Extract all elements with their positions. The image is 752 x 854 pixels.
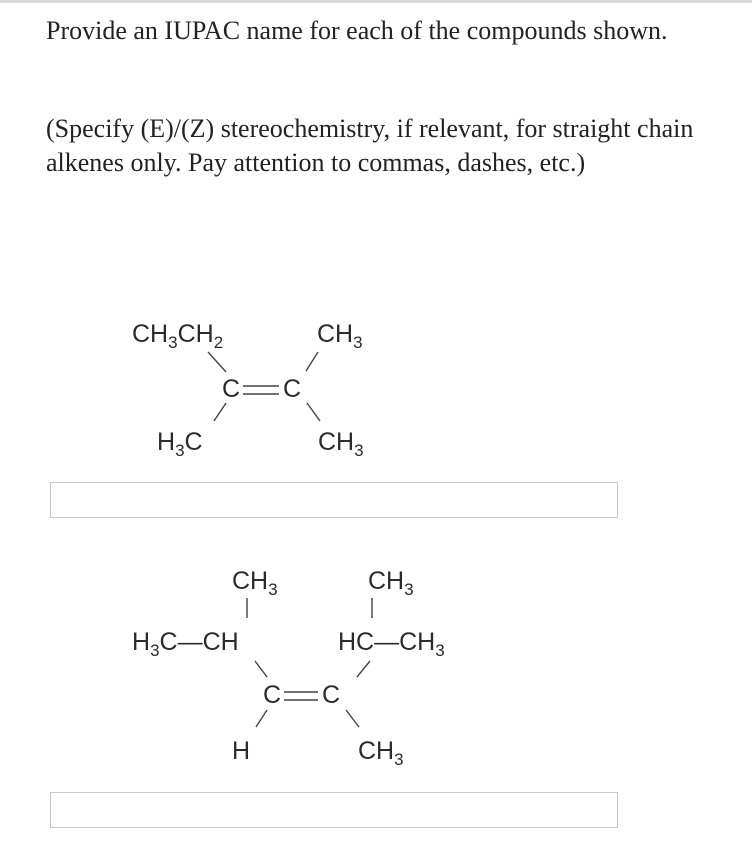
compound-1-top-left-group: $CH_3CH_2$ (132, 320, 224, 352)
compound-2-bottom-right-group: $CH_3$ (358, 737, 404, 769)
compound-1-bottom-left-group: $H_3C$ (157, 428, 203, 460)
compound-2-right-carbon: C (322, 681, 341, 709)
compound-1-left-carbon: C (222, 375, 241, 403)
compound-2-bond-lower-right (346, 710, 359, 727)
compound-1-bond-lower-left (214, 403, 226, 421)
compound-2-left-branch-methyl: $CH_3$ (232, 567, 278, 599)
compound-2-bond-upper-left (255, 661, 267, 677)
compound-2-bottom-left-group: H (232, 737, 251, 765)
compound-1-right-carbon: C (283, 375, 302, 403)
compound-1-bond-upper-right (306, 352, 318, 371)
compound-2-left-carbon: C (263, 681, 282, 709)
question-instruction: Provide an IUPAC name for each of the compounds shown. (46, 16, 668, 45)
compound-2-svg (0, 555, 752, 785)
compound-1-structure (0, 300, 752, 475)
compound-1-bond-lower-right (307, 403, 320, 421)
compound-2-structure (0, 555, 752, 785)
question-note: (Specify (E)/(Z) stereochemistry, if relevant, for straight chain alkenes only. Pay attention to commas, dashes, etc.) (46, 114, 694, 177)
compound-2-right-branch-methyl: $CH_3$ (368, 567, 414, 599)
compound-2-left-methine: $H_3C—CH$ (132, 628, 239, 660)
compound-2-right-methine: $HC—CH_3$ (338, 628, 445, 660)
compound-1-svg (0, 300, 752, 475)
compound-1-bottom-right-group: $CH_3$ (318, 428, 364, 460)
compound-1-top-right-group: $CH_3$ (317, 320, 363, 352)
compound-2-answer-input[interactable] (50, 792, 618, 828)
compound-2-bond-upper-right (357, 661, 370, 677)
compound-1-answer-input[interactable] (50, 482, 618, 518)
compound-2-bond-lower-left (256, 710, 267, 727)
compound-1-bond-upper-left (208, 352, 226, 372)
top-divider (0, 0, 752, 3)
